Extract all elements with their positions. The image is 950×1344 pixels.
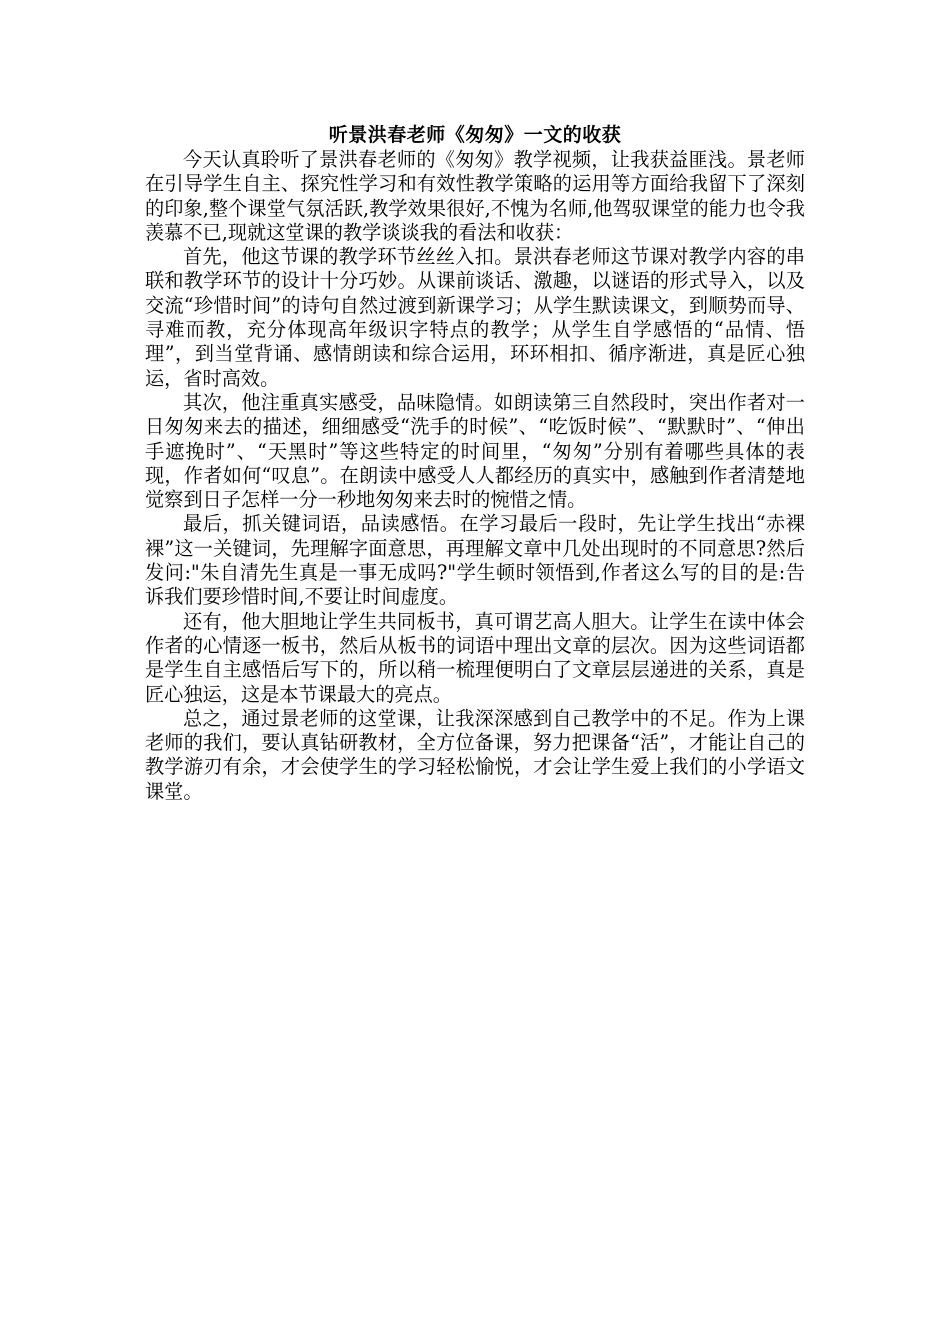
- paragraph-third-point: 最后，抓关键词语，品读感悟。在学习最后一段时，先让学生找出“赤裸裸”这一关键词，先理解字面意思，再理解文章中几处出现时的不同意思?然后发问:"朱自清先生真是一事无成吗?"学生顿时领悟到,作者这么写的目的是:告诉我们要珍惜时间,不要让时间虚度。: [145, 512, 805, 609]
- document-title: 听景洪春老师《匆匆》一文的收获: [328, 124, 622, 146]
- paragraph-intro: 今天认真聆听了景洪春老师的《匆匆》教学视频，让我获益匪浅。景老师在引导学生自主、探究性学习和有效性教学策略的运用等方面给我留下了深刻的印象,整个课堂气氛活跃,教学效果很好,不愧为名师,他驾驭课堂的能力也令我羡慕不已,现就这堂课的教学谈谈我的看法和收获：: [145, 148, 805, 244]
- document-page: [145, 122, 805, 804]
- paragraph-first-point: 首先，他这节课的教学环节丝丝入扣。景洪春老师这节课对教学内容的串联和教学环节的设计十分巧妙。从课前谈话、激趣，以谜语的形式导入，以及交流“珍惜时间”的诗句自然过渡到新课学习；从学生默读课文，到顺势而导、寻难而教，充分体现高年级识字特点的教学；从学生自学感悟的“品情、悟理”，到当堂背诵、感情朗读和综合运用，环环相扣、循序渐进，真是匠心独运，省时高效。: [145, 245, 805, 390]
- paragraph-fourth-point: 还有，他大胆地让学生共同板书，真可谓艺高人胆大。让学生在读中体会作者的心情逐一板书，然后从板书的词语中理出文章的层次。因为这些词语都是学生自主感悟后写下的，所以稍一梳理便明白了文章层层递进的关系，真是匠心独运，这是本节课最大的亮点。: [145, 609, 805, 706]
- paragraph-conclusion: 总之，通过景老师的这堂课，让我深深感到自己教学中的不足。作为上课老师的我们，要认真钻研教材，全方位备课，努力把课备“活”，才能让自己的教学游刃有余，才会使学生的学习轻松愉悦，才会让学生爱上我们的小学语文课堂。: [145, 706, 805, 803]
- paragraph-second-point: 其次，他注重真实感受，品味隐情。如朗读第三自然段时，突出作者对一日匆匆来去的描述，细细感受“洗手的时候”、“吃饭时候”、“默默时”、“伸出手遮挽时”、“天黑时”等这些特定的时间里，“匆匆”分别有着哪些具体的表现，作者如何“叹息”。在朗读中感受人人都经历的真实中，感触到作者清楚地觉察到日子怎样一分一秒地匆匆来去时的惋惜之情。: [145, 390, 805, 512]
